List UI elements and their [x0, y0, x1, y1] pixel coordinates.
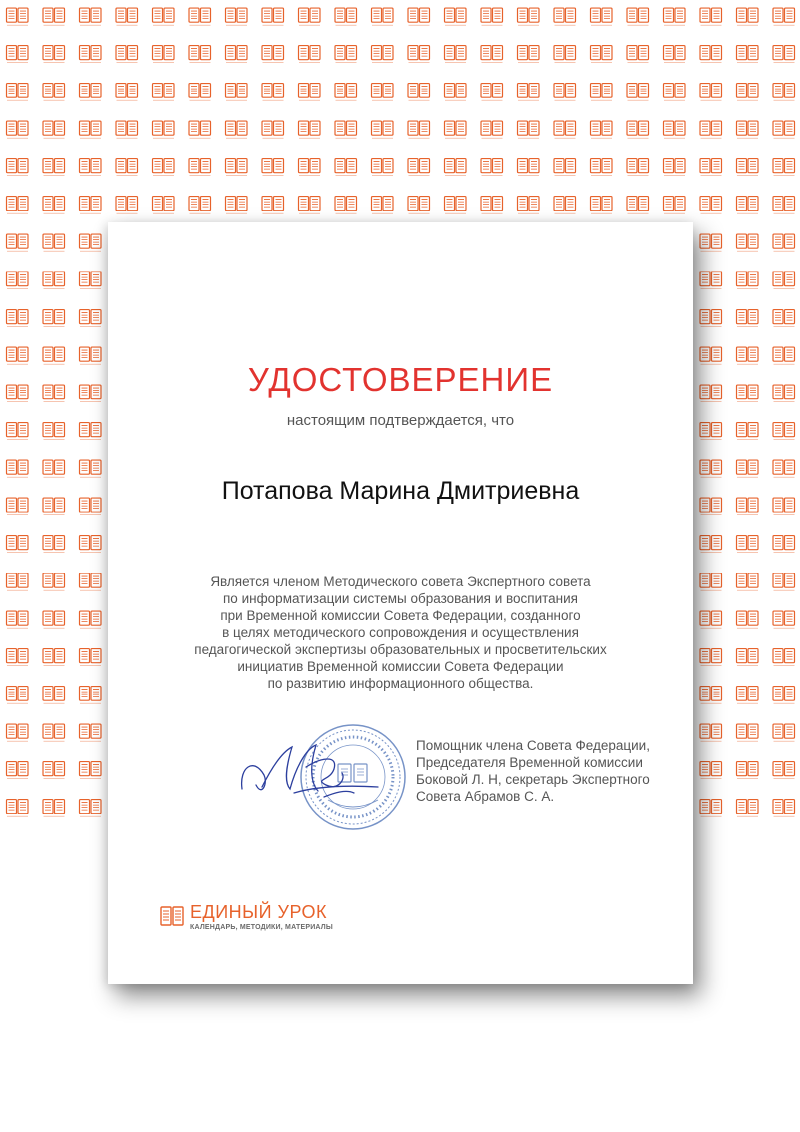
signer-line: Совета Абрамов С. А. [416, 789, 555, 804]
book-icon [160, 905, 184, 929]
body-line: в целях методического сопровождения и осуществления [222, 625, 579, 640]
body-line: педагогической экспертизы образовательных и просветительских [194, 642, 607, 657]
body-line: по информатизации системы образования и воспитания [223, 591, 578, 606]
recipient-name: Потапова Марина Дмитриевна [221, 477, 580, 505]
certificate-body [168, 573, 633, 692]
signer-line: Боковой Л. Н, секретарь Экспертного [416, 772, 650, 787]
logo-title: ЕДИНЫЙ УРОК [190, 902, 328, 922]
edinyi-urok-logo [160, 900, 340, 940]
body-line: по развитию информационного общества. [267, 676, 534, 691]
handwritten-signature-icon [234, 727, 384, 817]
body-line: Является членом Методического совета Экспертного совета [210, 574, 591, 589]
signer-line: Председателя Временной комиссии [416, 755, 643, 770]
body-line: инициатив Временной комиссии Совета Федерации [237, 659, 564, 674]
signer-line: Помощник члена Совета Федерации, [416, 738, 650, 753]
certificate-sheet [108, 222, 693, 984]
signer-info [416, 737, 686, 805]
body-line: при Временной комиссии Совета Федерации, созданного [220, 608, 581, 623]
logo-subtitle: КАЛЕНДАРЬ, МЕТОДИКИ, МАТЕРИАЛЫ [190, 924, 333, 931]
certificate-subtitle: настоящим подтверждается, что [286, 412, 515, 429]
certificate-title: УДОСТОВЕРЕНИЕ [247, 361, 554, 398]
